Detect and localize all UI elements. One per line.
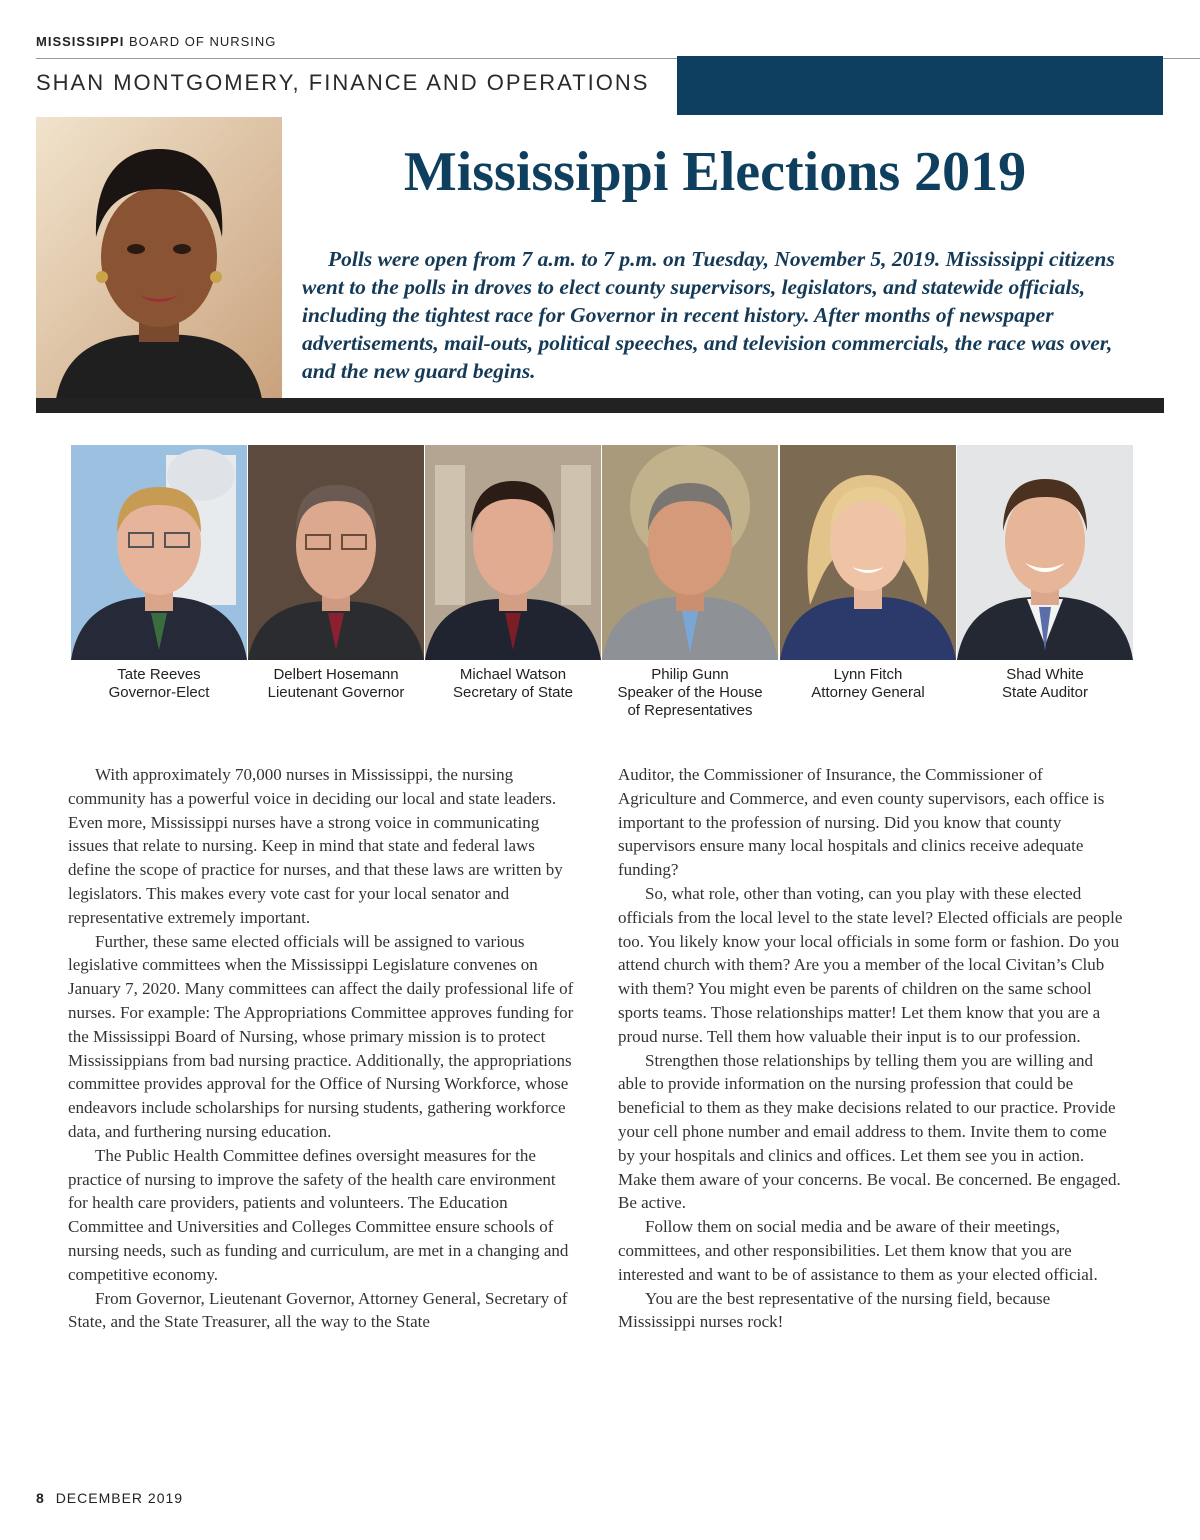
official-caption bbox=[602, 666, 778, 720]
body-paragraph: So, what role, other than voting, can you play with these elected officials from the local level to the state level? Elected officials are people too. You likely know your local officials in some form or fashion. Do you attend church with them? Are you a member of the local Civitan’s Club with them? You might even be parents of children on the same school sports teams. Those relationships matter! Let them know that you are a proud nurse. Tell them how valuable their input is to our profession. bbox=[618, 883, 1123, 1046]
official-card bbox=[780, 445, 956, 702]
official-card bbox=[957, 445, 1133, 702]
official-title: Governor-Elect bbox=[108, 684, 210, 701]
body-paragraph: The Public Health Committee defines oversight measures for the practice of nursing to improve the safety of the health care environment for health care providers, patients and volunteers. The Education Committee and Universities and Colleges Committee ensure schools of nursing needs, such as funding and curriculum, are met in a changing and competitive economy. bbox=[68, 1145, 569, 1284]
article-intro: Polls were open from 7 a.m. to 7 p.m. on Tuesday, November 5, 2019. Mississippi citizens went to the polls in droves to elect county supervisors, legislators, and statewide officials, including the tightest race for Governor in recent history. After months of newspaper advertisements, mail-outs, political speeches, and television commercials, the race was over, and the new guard begins. bbox=[302, 247, 1115, 383]
section-title: SHAN MONTGOMERY, FINANCE AND OPERATIONS bbox=[36, 70, 650, 95]
official-card bbox=[248, 445, 424, 702]
official-caption bbox=[71, 666, 247, 702]
official-caption bbox=[425, 666, 601, 702]
official-photo bbox=[425, 445, 601, 660]
issue-date: DECEMBER 2019 bbox=[55, 1490, 184, 1506]
official-title: Speaker of the House bbox=[617, 684, 763, 701]
official-card bbox=[71, 445, 247, 702]
official-name: Shad White bbox=[1006, 666, 1084, 683]
body-paragraph: You are the best representative of the nursing field, because Mississippi nurses rock! bbox=[618, 1288, 1051, 1332]
author-photo bbox=[36, 117, 282, 399]
official-name: Delbert Hosemann bbox=[273, 666, 399, 683]
masthead-org: BOARD OF NURSING bbox=[128, 34, 277, 49]
body-paragraph: Strengthen those relationships by telling them you are willing and able to provide information on the nursing profession that could be beneficial to them as they make decisions related to our practice. Provide your cell phone number and email address to them. Invite them to come by your hospitals and clinics and offices. Let them see you in action. Make them aware of your concerns. Be vocal. Be concerned. Be engaged. Be active. bbox=[618, 1050, 1121, 1213]
body-paragraph: From Governor, Lieutenant Governor, Attorney General, Secretary of State, and the State Treasurer, all the way to the State bbox=[68, 1288, 568, 1332]
official-caption bbox=[248, 666, 424, 702]
article-headline: Mississippi Elections 2019 bbox=[403, 141, 1027, 203]
official-name: Tate Reeves bbox=[117, 666, 201, 683]
official-title: Secretary of State bbox=[452, 684, 574, 701]
body-paragraph: Follow them on social media and be aware of their meetings, committees, and other responsibilities. Let them know that you are interested and want to be of assistance to them as your elected official. bbox=[618, 1217, 1098, 1284]
article-body-left bbox=[68, 763, 578, 1334]
official-card bbox=[602, 445, 778, 720]
official-photo bbox=[957, 445, 1133, 660]
official-photo bbox=[780, 445, 956, 660]
official-title: State Auditor bbox=[1002, 684, 1088, 701]
article-body-right bbox=[618, 763, 1123, 1334]
official-title: Lieutenant Governor bbox=[267, 684, 405, 701]
official-name: Lynn Fitch bbox=[833, 666, 903, 683]
official-card bbox=[425, 445, 601, 702]
official-name: Michael Watson bbox=[459, 666, 567, 683]
page-number: 8 bbox=[36, 1490, 45, 1506]
body-paragraph: Auditor, the Commissioner of Insurance, the Commissioner of Agriculture and Commerce, and even county supervisors, each office is important to the profession of nursing. Did you know that county supervisors ensure many local hospitals and clinics receive adequate funding? bbox=[618, 765, 1105, 880]
official-caption bbox=[780, 666, 956, 702]
official-caption bbox=[957, 666, 1133, 702]
body-paragraph: With approximately 70,000 nurses in Mississippi, the nursing community has a powerful voice in deciding our local and state leaders. Even more, Mississippi nurses have a strong voice in communicating issues that relate to nursing. Keep in mind that state and federal laws define the scope of practice for nurses, and that these laws are written by legislators. This makes every vote cast for your local senator and representative extremely important. bbox=[68, 765, 563, 927]
official-name: Philip Gunn bbox=[651, 666, 729, 683]
page-footer bbox=[36, 1490, 183, 1506]
official-title: Attorney General bbox=[811, 684, 925, 701]
official-photo bbox=[248, 445, 424, 660]
publication-masthead bbox=[36, 34, 276, 49]
header-accent-bar bbox=[677, 56, 1163, 115]
official-title-line2: of Representatives bbox=[627, 702, 753, 719]
masthead-state: MISSISSIPPI bbox=[36, 34, 125, 49]
section-divider-bar bbox=[36, 398, 1164, 413]
official-photo bbox=[71, 445, 247, 660]
official-photo bbox=[602, 445, 778, 660]
body-paragraph: Further, these same elected officials will be assigned to various legislative committees when the Mississippi Legislature convenes on January 7, 2020. Many committees can affect the daily professional life of nurses. For example: The Appropriations Committee approves funding for the Mississippi Board of Nursing, whose primary mission is to protect Mississippians from bad nursing practice. Additionally, the appropriations committee provides approval for the Office of Nursing Workforce, whose endeavors include scholarships for nursing students, gathering workforce data, and furthering nursing education. bbox=[68, 931, 574, 1141]
